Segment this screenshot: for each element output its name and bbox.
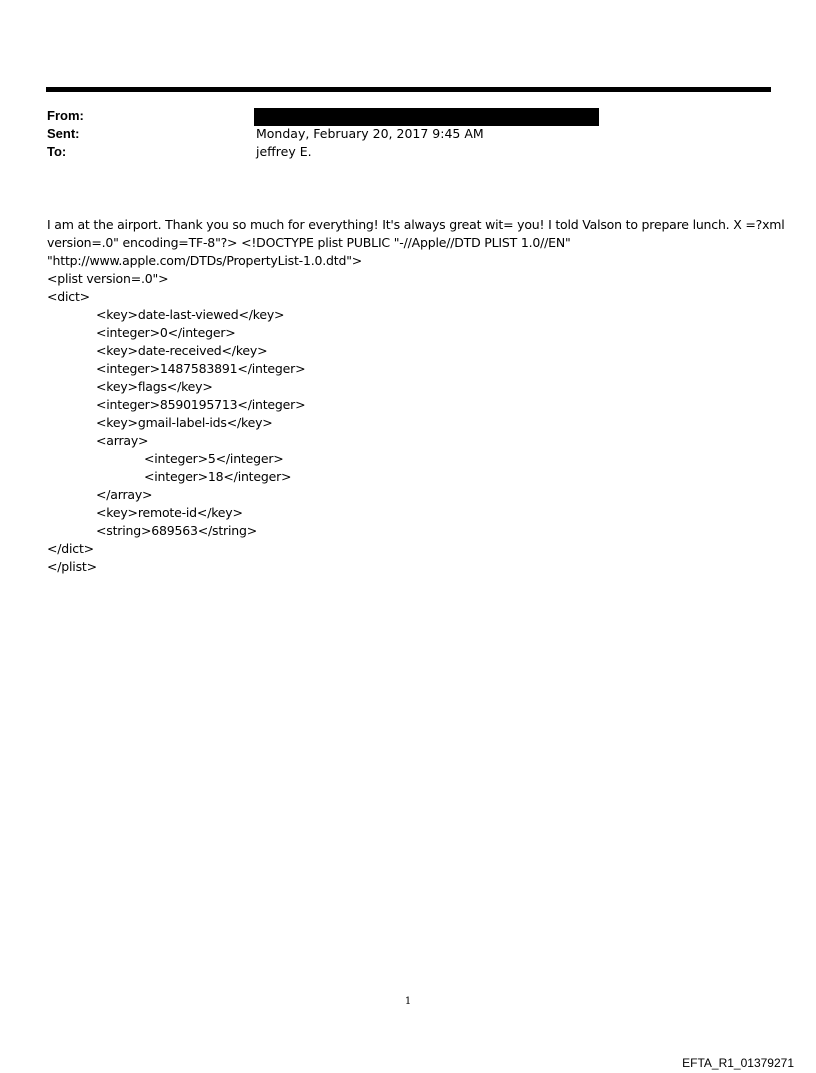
body-line: <key>gmail-label-ids</key>: [96, 415, 273, 430]
page-number: 1: [404, 996, 412, 1007]
body-line: <integer>5</integer>: [144, 451, 284, 466]
body-line: version=.0" encoding=TF-8"?> <!DOCTYPE plist PUBLIC "-//Apple//DTD PLIST 1.0//EN": [47, 235, 571, 250]
from-label: From:: [47, 108, 84, 123]
body-line: <plist version=.0">: [47, 271, 169, 286]
redacted-from-value: [254, 108, 599, 126]
body-line: <key>date-received</key>: [96, 343, 268, 358]
sent-label: Sent:: [47, 126, 80, 141]
body-line: I am at the airport. Thank you so much for everything! It's always great wit= you! I told Valson to prepare lunch. X =?xml: [47, 217, 785, 232]
email-body: [47, 216, 785, 576]
body-line: <integer>1487583891</integer>: [96, 361, 306, 376]
body-line: <array>: [96, 433, 149, 448]
body-line: <integer>0</integer>: [96, 325, 236, 340]
body-line: <dict>: [47, 289, 90, 304]
document-id: EFTA_R1_01379271: [682, 1056, 794, 1070]
body-line: <key>remote-id</key>: [96, 505, 243, 520]
body-line: <integer>18</integer>: [144, 469, 292, 484]
to-value: jeffrey E.: [256, 144, 312, 159]
body-line: </dict>: [47, 541, 94, 556]
body-line: </plist>: [47, 559, 97, 574]
body-line: <integer>8590195713</integer>: [96, 397, 306, 412]
to-label: To:: [47, 144, 67, 159]
sent-value: Monday, February 20, 2017 9:45 AM: [256, 126, 484, 141]
body-line: <string>689563</string>: [96, 523, 257, 538]
body-line: </array>: [96, 487, 153, 502]
body-line: "http://www.apple.com/DTDs/PropertyList-1.0.dtd">: [47, 253, 363, 268]
body-line: <key>date-last-viewed</key>: [96, 307, 285, 322]
header-rule: [46, 87, 771, 92]
body-line: <key>flags</key>: [96, 379, 213, 394]
